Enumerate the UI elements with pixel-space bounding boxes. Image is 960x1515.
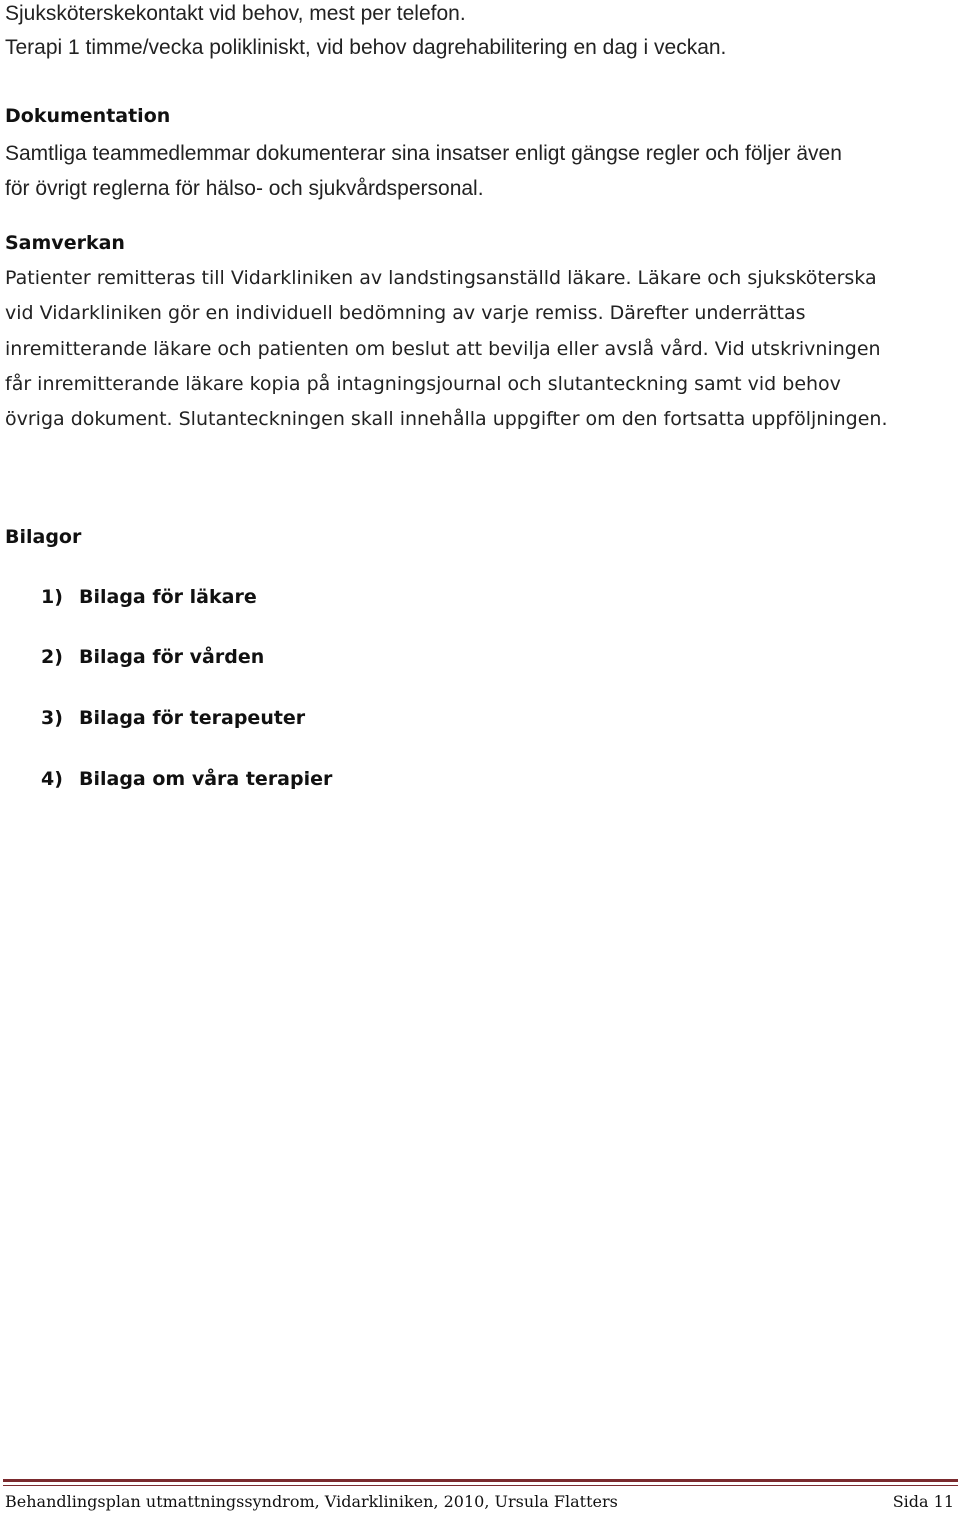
list-item-label: Bilaga för läkare <box>79 586 257 608</box>
list-item-number: 3) <box>41 707 63 729</box>
intro-line-1: Sjuksköterskekontakt vid behov, mest per telefon. <box>5 2 466 25</box>
list-item-label: Bilaga för vården <box>79 646 265 668</box>
samverkan-line-3: inremitterande läkare och patienten om beslut att bevilja eller avslå vård. Vid utskrivningen <box>5 338 881 360</box>
list-item <box>41 709 305 728</box>
dokumentation-line-2: för övrigt reglerna för hälso- och sjukvårdspersonal. <box>5 177 484 200</box>
bilagor-heading: Bilagor <box>5 526 82 548</box>
samverkan-line-5: övriga dokument. Slutanteckningen skall innehålla uppgifter om den fortsatta uppföljningen. <box>5 408 888 430</box>
page-number: Sida 11 <box>892 1492 954 1511</box>
list-item-number: 1) <box>41 586 63 608</box>
footer-text: Behandlingsplan utmattningssyndrom, Vidarkliniken, 2010, Ursula Flatters <box>5 1492 618 1511</box>
list-item-number: 2) <box>41 646 63 668</box>
samverkan-heading: Samverkan <box>5 232 125 254</box>
dokumentation-line-1: Samtliga teammedlemmar dokumenterar sina insatser enligt gängse regler och följer även <box>5 142 842 165</box>
intro-line-2: Terapi 1 timme/vecka polikliniskt, vid behov dagrehabilitering en dag i veckan. <box>5 36 727 59</box>
list-item <box>41 648 264 667</box>
list-item-label: Bilaga för terapeuter <box>79 707 306 729</box>
list-item-label: Bilaga om våra terapier <box>79 768 333 790</box>
samverkan-line-2: vid Vidarkliniken gör en individuell bedömning av varje remiss. Därefter underrättas <box>5 302 806 324</box>
samverkan-line-1: Patienter remitteras till Vidarkliniken av landstingsanställd läkare. Läkare och sjuksköterska <box>5 267 877 289</box>
list-item-number: 4) <box>41 768 63 790</box>
footer-rule <box>3 1479 958 1482</box>
footer-rule-thin <box>3 1485 958 1486</box>
list-item <box>41 588 257 607</box>
list-item <box>41 770 332 789</box>
samverkan-line-4: får inremitterande läkare kopia på intagningsjournal och slutanteckning samt vid behov <box>5 373 841 395</box>
dokumentation-heading: Dokumentation <box>5 105 171 127</box>
